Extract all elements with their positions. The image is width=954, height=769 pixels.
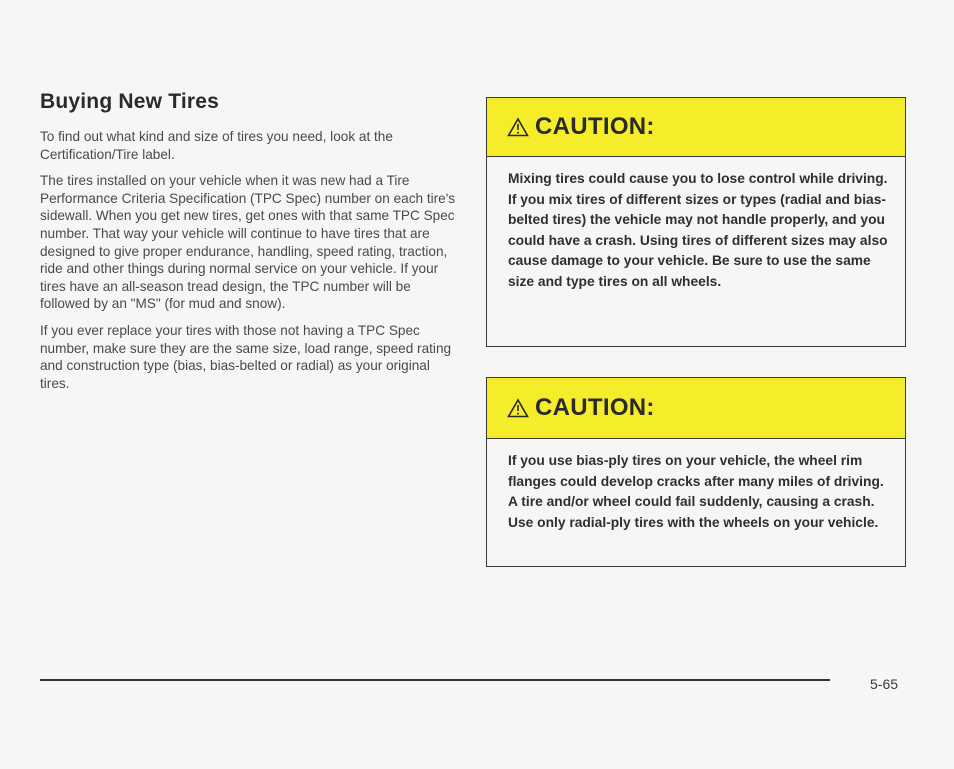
paragraph-2: The tires installed on your vehicle when it was new had a Tire Performance Criteria Specification (TPC Spec) number on each tire's sidewall. When you get new tires, get ones with that same TPC Spec number. That way your vehicle will continue to have tires that are designed to give proper endurance, handling, speed rating, traction, ride and other things during normal service on your vehicle. If your tires have an all-season tread design, the TPC number will be followed by an "MS" (for mud and snow). bbox=[40, 173, 456, 312]
caution-title: CAUTION: bbox=[535, 113, 655, 140]
footer-rule bbox=[40, 679, 830, 681]
caution-title: CAUTION: bbox=[535, 394, 655, 421]
warning-triangle-icon bbox=[507, 117, 529, 137]
caution-header bbox=[487, 98, 905, 157]
caution-header bbox=[487, 378, 905, 439]
caution-text: If you use bias-ply tires on your vehicle, the wheel rim flanges could develop cracks after many miles of driving. A tire and/or wheel could fail suddenly, causing a crash. Use only radial-ply tires with the wheels on your vehicle. bbox=[508, 453, 884, 530]
page-number: 5-65 bbox=[870, 676, 899, 692]
caution-box-bias-ply-tires bbox=[486, 377, 906, 567]
paragraph-1: To find out what kind and size of tires you need, look at the Certification/Tire label. bbox=[40, 129, 393, 162]
paragraph-3: If you ever replace your tires with those not having a TPC Spec number, make sure they are the same size, load range, speed rating and construction type (bias, bias-belted or radial) as your original tires. bbox=[40, 322, 452, 391]
section-heading: Buying New Tires bbox=[40, 90, 220, 113]
caution-box-mixing-tires bbox=[486, 97, 906, 347]
buying-new-tires-section bbox=[40, 90, 460, 401]
warning-triangle-icon bbox=[507, 398, 529, 418]
caution-text: Mixing tires could cause you to lose control while driving. If you mix tires of different sizes or types (radial and bias-belted tires) the vehicle may not handle properly, and you could have a crash. Using tires of different sizes may also cause damage to your vehicle. Be sure to use the same size and type tires on all wheels. bbox=[508, 171, 888, 289]
